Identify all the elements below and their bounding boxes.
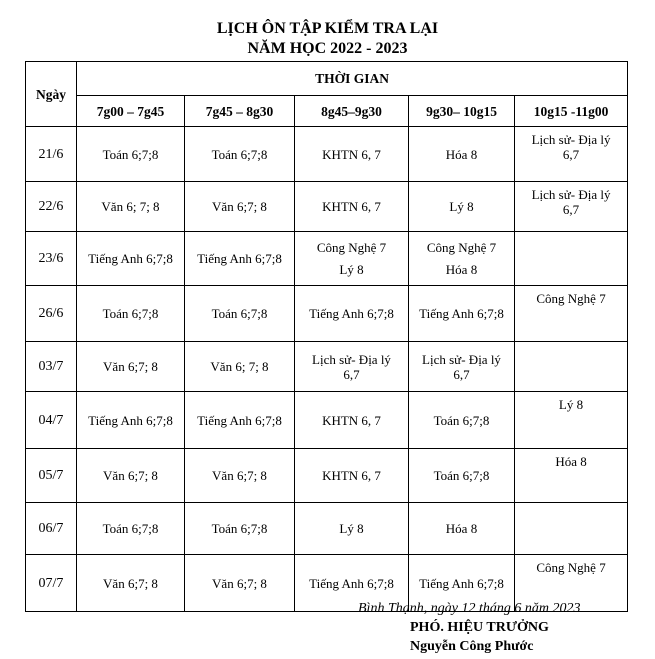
subject-text: KHTN 6, 7	[322, 412, 381, 428]
subject-text: Toán 6;7;8	[211, 306, 268, 321]
subject-cell	[409, 127, 515, 182]
subject-text: Lịch sử- Địa lý	[531, 187, 611, 202]
subject-text: Tiếng Anh 6;7;8	[197, 412, 282, 428]
subject-text: Tiếng Anh 6;7;8	[419, 575, 504, 591]
subject-cell	[409, 503, 515, 555]
day-cell: 26/6	[26, 286, 77, 342]
subject-cell	[77, 449, 185, 503]
signer-name: Nguyễn Công Phước	[410, 639, 534, 654]
header-time: THỜI GIAN	[77, 62, 628, 96]
subject-cell	[77, 182, 185, 232]
subject-cell	[77, 555, 185, 612]
subject-cell	[409, 232, 515, 286]
table-row	[26, 286, 628, 342]
document-title: LỊCH ÔN TẬP KIỂM TRA LẠI	[216, 20, 439, 37]
subject-text: Văn 6; 7; 8	[210, 359, 269, 374]
subject-cell	[515, 286, 628, 342]
subject-cell	[515, 127, 628, 182]
schedule-table	[25, 61, 628, 612]
subject-cell	[77, 127, 185, 182]
subject-cell	[295, 342, 409, 392]
schedule-body	[26, 127, 628, 612]
subject-text: Lịch sử- Địa lý	[312, 351, 391, 367]
subject-cell	[295, 449, 409, 503]
day-cell: 06/7	[26, 503, 77, 555]
day-cell: 05/7	[26, 449, 77, 503]
subject-cell	[295, 392, 409, 449]
subject-text: Tiếng Anh 6;7;8	[309, 306, 394, 321]
subject-text: Tiếng Anh 6;7;8	[419, 306, 504, 321]
day-cell: 04/7	[26, 392, 77, 449]
table-row	[26, 232, 628, 286]
subject-text: Toán 6;7;8	[433, 468, 490, 483]
header-slot: 9g30– 10g15	[409, 96, 515, 127]
table-row	[26, 182, 628, 232]
subject-cell	[409, 182, 515, 232]
subject-text: Tiếng Anh 6;7;8	[197, 251, 282, 266]
subject-text: Hóa 8	[445, 521, 478, 536]
subject-text: Văn 6; 7; 8	[101, 199, 160, 214]
subject-text: Lịch sử- Địa lý	[422, 351, 501, 367]
subject-text: Hóa 8	[555, 454, 587, 469]
subject-cell	[185, 182, 295, 232]
table-row	[26, 342, 628, 392]
subject-cell	[185, 555, 295, 612]
day-cell: 21/6	[26, 127, 77, 182]
subject-cell	[295, 503, 409, 555]
subject-cell	[185, 232, 295, 286]
subject-cell	[409, 449, 515, 503]
subject-text: Văn 6;7; 8	[212, 199, 267, 214]
subject-cell	[515, 232, 628, 286]
subject-cell	[77, 286, 185, 342]
subject-text: 6,7	[343, 366, 360, 382]
header-slot: 7g00 – 7g45	[77, 96, 185, 127]
subject-text: Văn 6;7; 8	[103, 575, 158, 591]
subject-text: Toán 6;7;8	[211, 146, 268, 162]
table-row	[26, 392, 628, 449]
subject-cell	[185, 503, 295, 555]
subject-cell	[295, 127, 409, 182]
header-slot: 10g15 -11g00	[515, 96, 628, 127]
subject-text: Lý 8	[558, 397, 584, 412]
table-row	[26, 503, 628, 555]
subject-cell	[409, 342, 515, 392]
day-cell: 22/6	[26, 182, 77, 232]
subject-text: Toán 6;7;8	[102, 146, 159, 162]
subject-text: Tiếng Anh 6;7;8	[88, 251, 173, 266]
subject-text: KHTN 6, 7	[322, 146, 381, 162]
subject-text: KHTN 6, 7	[322, 468, 381, 483]
subject-text: KHTN 6, 7	[322, 199, 381, 214]
signer-role: PHÓ. HIỆU TRƯỞNG	[410, 620, 549, 635]
table-row	[26, 127, 628, 182]
subject-text: Toán 6;7;8	[102, 521, 159, 536]
header-slot: 8g45–9g30	[295, 96, 409, 127]
subject-cell	[295, 182, 409, 232]
subject-cell	[295, 232, 409, 286]
subject-text: Toán 6;7;8	[102, 306, 159, 321]
subject-cell	[295, 286, 409, 342]
subject-text: Toán 6;7;8	[211, 521, 268, 536]
subject-text: Lý 8	[449, 199, 474, 214]
subject-cell	[77, 342, 185, 392]
subject-text: Tiếng Anh 6;7;8	[309, 575, 394, 591]
subject-text: Lịch sử- Địa lý	[531, 132, 611, 147]
subject-text: Công Nghệ 7	[316, 239, 387, 255]
subject-cell	[77, 392, 185, 449]
subject-cell	[515, 392, 628, 449]
school-year: NĂM HỌC 2022 - 2023	[247, 40, 408, 57]
subject-cell	[77, 232, 185, 286]
subject-text: Văn 6;7; 8	[212, 575, 267, 591]
day-cell: 07/7	[26, 555, 77, 612]
subject-cell	[77, 503, 185, 555]
subject-text: Công Nghệ 7	[536, 560, 606, 575]
subject-text: Toán 6;7;8	[433, 412, 490, 428]
subject-cell	[185, 286, 295, 342]
place-date: Bình Thạnh, ngày 12 tháng 6 năm 2023	[358, 601, 581, 616]
subject-text: Lý 8	[339, 261, 364, 277]
subject-text: Hóa 8	[445, 146, 478, 162]
subject-text: Văn 6;7; 8	[103, 359, 158, 374]
subject-text: Công Nghệ 7	[426, 239, 497, 255]
subject-text: Văn 6;7; 8	[212, 468, 267, 483]
subject-cell	[515, 503, 628, 555]
subject-cell	[185, 392, 295, 449]
subject-text: Công Nghệ 7	[536, 291, 606, 306]
subject-cell	[515, 449, 628, 503]
subject-text: Văn 6;7; 8	[103, 468, 158, 483]
subject-text: Tiếng Anh 6;7;8	[88, 412, 173, 428]
table-row	[26, 449, 628, 503]
subject-cell	[185, 342, 295, 392]
subject-text: 6,7	[562, 202, 580, 217]
subject-cell	[185, 449, 295, 503]
day-cell: 23/6	[26, 232, 77, 286]
day-cell: 03/7	[26, 342, 77, 392]
subject-text: Hóa 8	[445, 261, 478, 277]
subject-cell	[409, 286, 515, 342]
header-slot: 7g45 – 8g30	[185, 96, 295, 127]
subject-cell	[185, 127, 295, 182]
subject-text: 6,7	[562, 147, 580, 162]
subject-cell	[409, 392, 515, 449]
subject-cell	[515, 182, 628, 232]
header-day: Ngày	[26, 62, 77, 127]
subject-text: Lý 8	[339, 521, 364, 536]
subject-text: 6,7	[453, 366, 470, 382]
subject-cell	[515, 342, 628, 392]
